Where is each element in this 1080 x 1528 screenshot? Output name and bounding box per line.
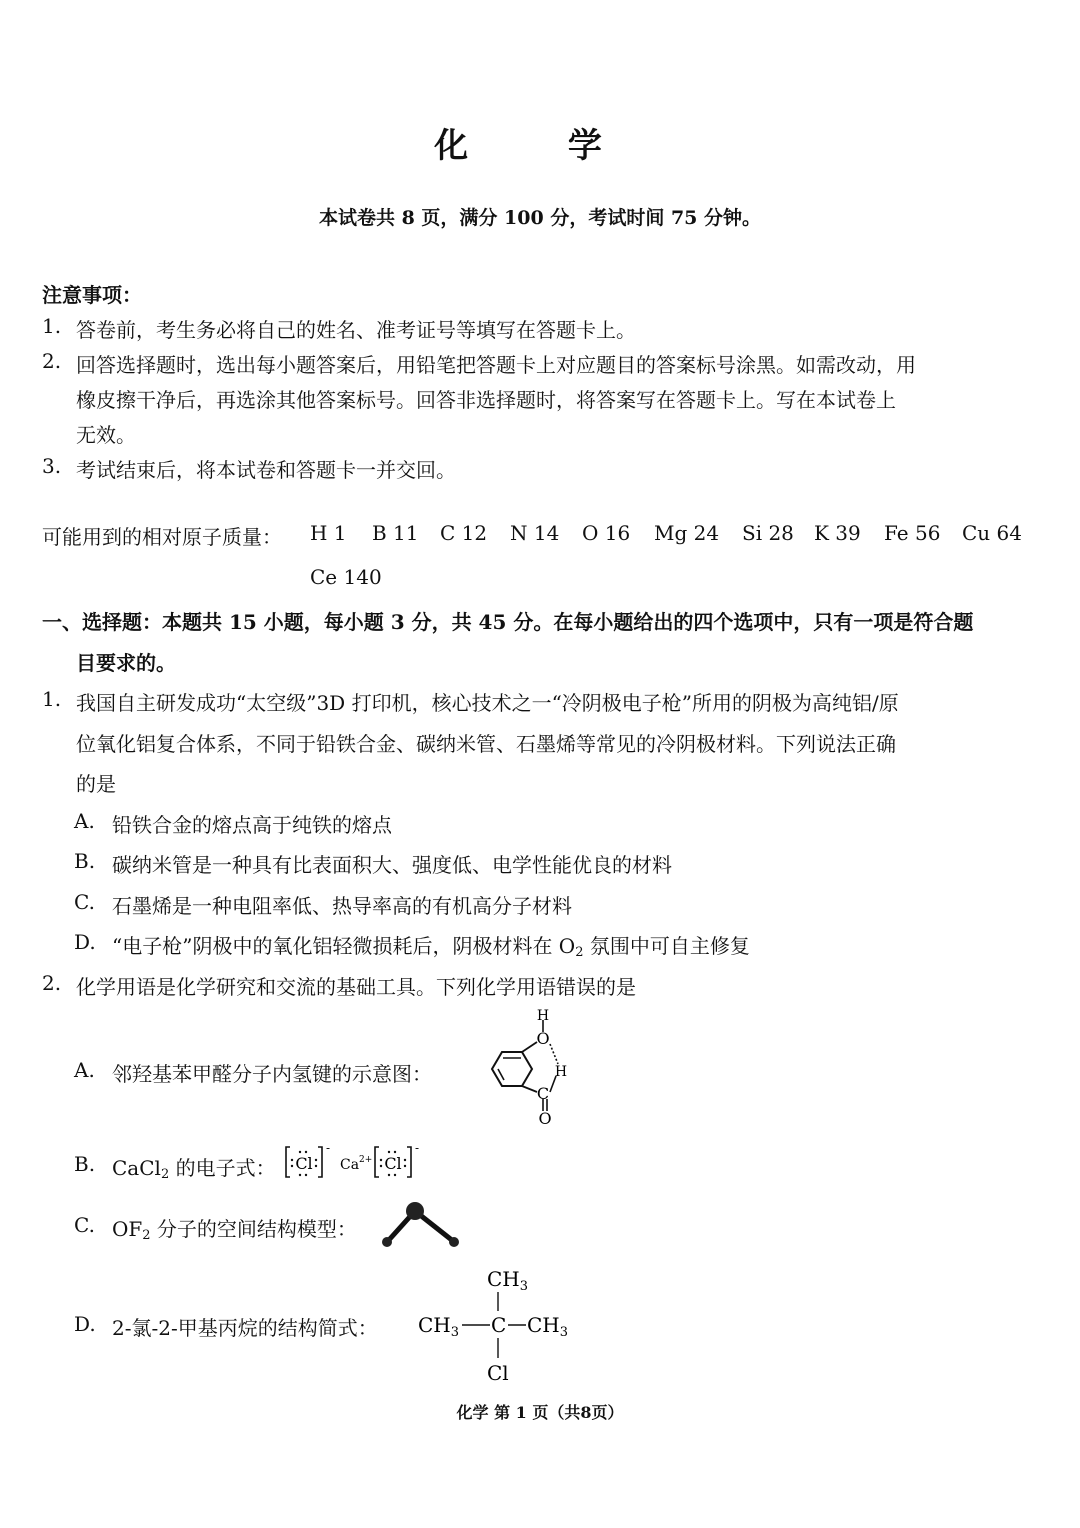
atomic-mass-n: N 14 [510,521,560,545]
hydrogen-bond-dotted [550,1044,558,1064]
atomic-mass-o: O 16 [582,521,631,545]
q2-option-d-text: 2-氯-2-甲基丙烷的结构简式： [112,1316,378,1340]
minus-charge-2: - [415,1142,420,1155]
notice-item-2-line-2: 橡皮擦干净后，再选涂其他答案标号。回答非选择题时，将答案写在答题卡上。写在本试卷上 [76,388,896,412]
methyl-left: $CH_3$ [418,1313,460,1340]
q1-option-b-text: 碳纳米管是一种具有比表面积大、强度低、电学性能优良的材料 [112,853,672,877]
atomic-mass-c: C 12 [440,521,488,545]
q2-number: 2. [42,971,62,995]
atomic-mass-si: Si 28 [742,521,794,545]
oxygen-atom-ball [406,1202,424,1220]
c-cho-bond [522,1086,537,1092]
q2-option-c-before: OF [112,1217,143,1241]
c-o-bond [522,1042,537,1052]
q2-option-b-sub: 2 [160,1167,170,1182]
q2-stem: 化学用语是化学研究和交流的基础工具。下列化学用语错误的是 [76,975,636,999]
bracket-left-1 [286,1147,290,1177]
q1-option-d-letter: D. [74,930,96,954]
atomic-mass-k: K 39 [814,521,861,545]
minus-charge-1: - [326,1142,331,1155]
q1-stem-line-2: 位氧化铝复合体系，不同于铅铁合金、碳纳米管、石墨烯等常见的冷阴极材料。下列说法正确 [76,732,896,756]
central-carbon: C [491,1313,507,1337]
q2-option-c-text [112,1213,357,1243]
notice-heading: 注意事项： [42,283,142,307]
q2-option-a-letter: A. [74,1058,95,1082]
atom-o-top: O [536,1029,550,1048]
q2-option-c-sub: 2 [142,1228,151,1243]
q1-option-d-text [112,930,750,960]
q1-option-c-letter: C. [74,890,95,914]
calcium-symbol: Ca [340,1157,360,1173]
q1-option-b-letter: B. [74,849,96,873]
q2-option-d-letter: D. [74,1312,96,1336]
methyl-right: $CH_3$ [527,1313,569,1340]
chlorine-2: Cl [384,1154,402,1173]
bracket-right-2 [407,1147,411,1177]
q2-option-a-text: 邻羟基苯甲醛分子内氢键的示意图： [112,1062,432,1086]
page-title: 化 学 [434,126,646,166]
q1-option-d-after: 氛围中可自主修复 [583,934,750,958]
bracket-right-1 [318,1147,322,1177]
q2-option-b-before: CaCl [112,1156,161,1180]
atom-c: C [536,1084,550,1103]
notice-item-3: 考试结束后，将本试卷和答题卡一并交回。 [76,458,456,482]
atom-h-top: H [536,1008,550,1024]
q2-option-c-letter: C. [74,1213,95,1237]
q1-option-d-before: “电子枪”阴极中的氧化铝轻微损耗后，阴极材料在 O [112,934,576,958]
q2-option-c-after: 分子的空间结构模型： [150,1217,357,1241]
atomic-mass-mg: Mg 24 [654,521,720,545]
page-footer: 化学 第 1 页（共8页） [456,1403,624,1422]
notice-num-3: 3. [42,454,62,478]
atomic-mass-fe: Fe 56 [884,521,941,545]
q2-option-b-text [112,1152,276,1182]
q1-option-c-text: 石墨烯是一种电阻率低、热导率高的有机高分子材料 [112,894,572,918]
notice-item-2-line-1: 回答选择题时，选出每小题答案后，用铅笔把答题卡上对应题目的答案标号涂黑。如需改动，用 [76,353,916,377]
methyl-top: $CH_3$ [487,1267,529,1294]
of2-ball-stick-model [380,1195,470,1255]
q1-option-d-sub: 2 [575,945,584,960]
q2-option-b-after: 的电子式： [169,1156,276,1180]
atomic-mass-cu: Cu 64 [962,521,1022,545]
q1-stem-line-1: 我国自主研发成功“太空级”3D 打印机，核心技术之一“冷阴极电子枪”所用的阴极为高纯铝/原 [76,691,899,715]
notice-num-2: 2. [42,349,62,373]
structural-formula [415,1262,585,1388]
atomic-mass-ce: Ce 140 [310,565,382,589]
ring-double-bond-2 [498,1069,504,1080]
calcium-charge: 2+ [359,1155,373,1165]
atomic-mass-h: H 1 [310,521,347,545]
q2-option-b-letter: B. [74,1152,96,1176]
q1-stem-line-3: 的是 [76,772,116,796]
q1-option-a-text: 铅铁合金的熔点高于纯铁的熔点 [112,813,392,837]
atomic-mass-label: 可能用到的相对原子质量： [42,525,282,549]
hydrogen-bond-diagram [470,1008,580,1128]
notice-num-1: 1. [42,314,62,338]
exam-info: 本试卷共 8 页，满分 100 分，考试时间 75 分钟。 [318,207,761,229]
fluorine-atom-ball-left [382,1237,392,1247]
notice-item-1: 答卷前，考生务必将自己的姓名、准考证号等填写在答题卡上。 [76,318,636,342]
cacl2-electron-formula [282,1142,432,1182]
notice-item-2-line-3: 无效。 [76,423,136,447]
atom-o-bottom: O [538,1109,552,1128]
section-heading-line-1: 一、选择题：本题共 15 小题，每小题 3 分，共 45 分。在每小题给出的四个选项中，只有一项是符合题 [42,610,974,634]
q1-number: 1. [42,687,62,711]
fluorine-atom-ball-right [449,1237,459,1247]
q1-option-a-letter: A. [74,809,95,833]
chlorine-1: Cl [295,1154,313,1173]
bracket-left-2 [375,1147,379,1177]
atomic-mass-b: B 11 [372,521,419,545]
atom-h-right: H [554,1064,568,1080]
section-heading-line-2: 目要求的。 [76,651,176,675]
chlorine-substituent: Cl [487,1361,509,1385]
